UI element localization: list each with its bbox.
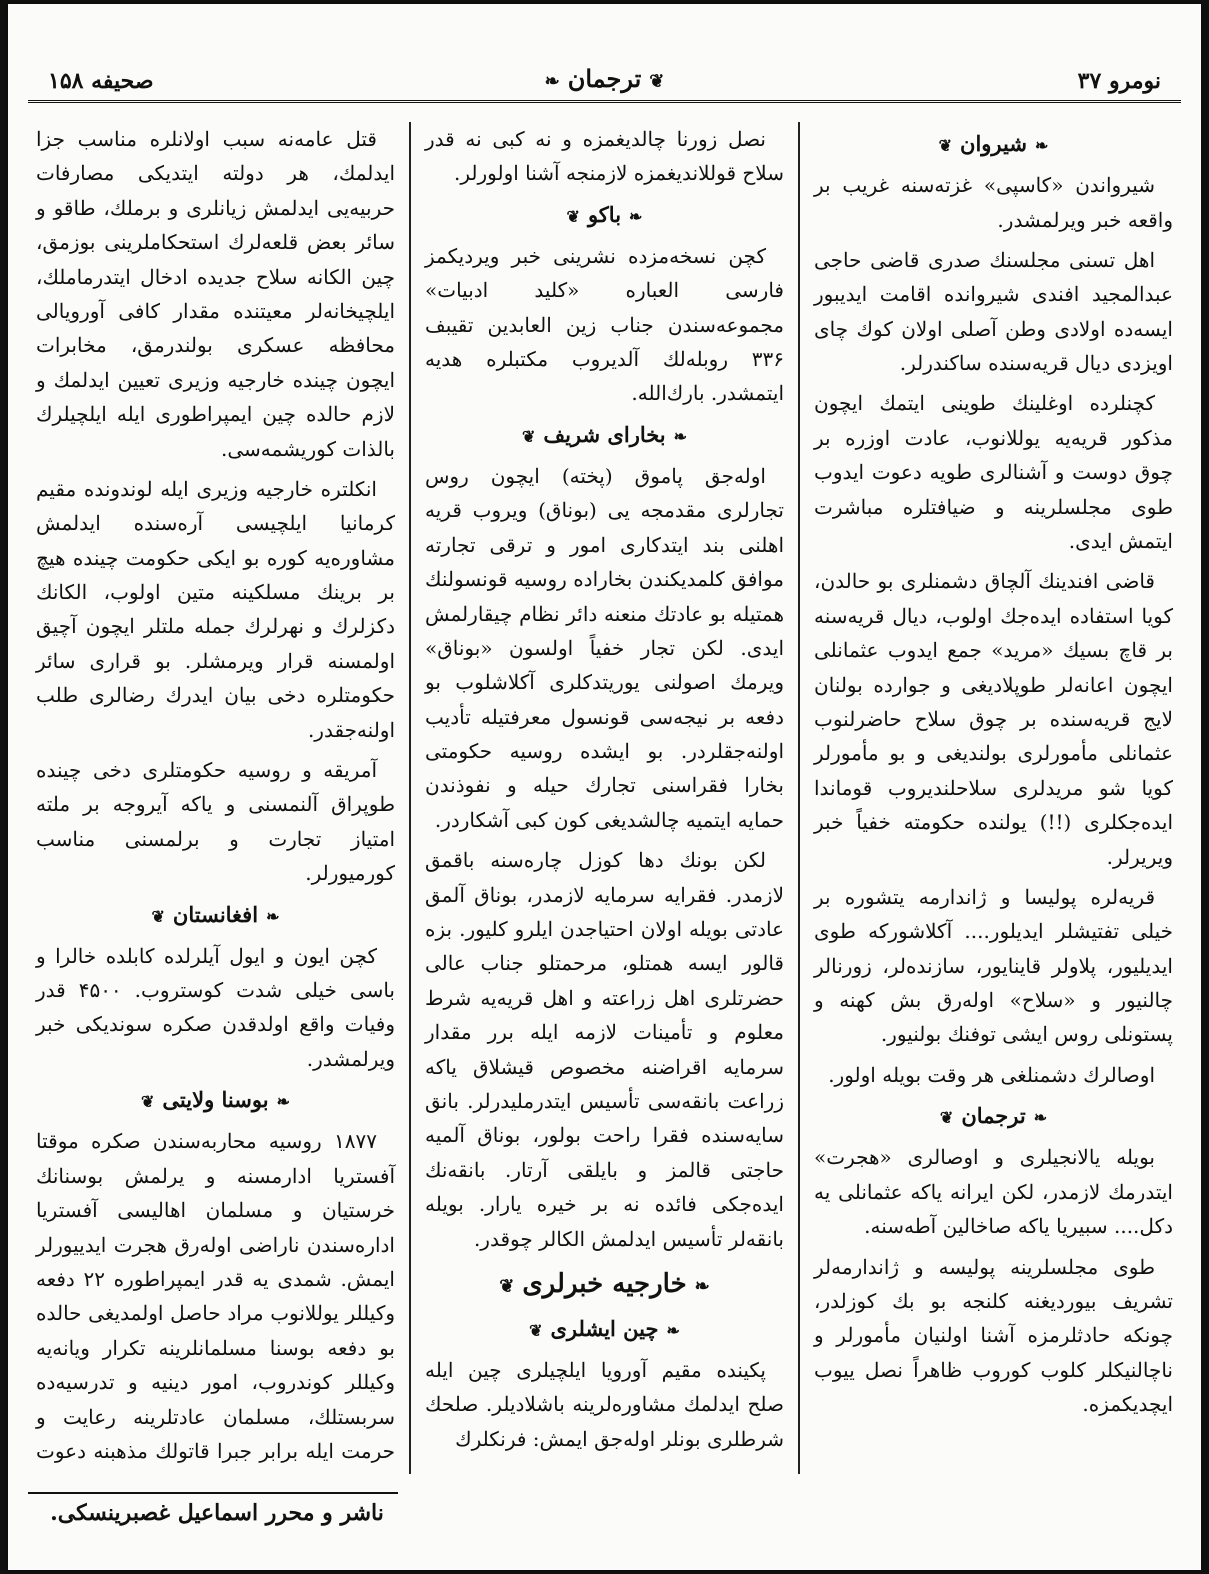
paragraph: طوی مجلسلرینه پولیسه و ژاندارمه‌لر تشریف بیوردیغنه کلنجه بو بك کوزلدر، چونکه حادثلرمزه آشنا اولنیان مأمورلر و ناچالنیکلر کلوب کوروب ظاهراً نصل ییوب ایچدیکمزه.	[814, 1254, 1173, 1417]
paragraph: لکن بونك دها کوزل چاره‌سنه باقمق لازمدر. فقرایه سرمایه لازمدر، بوناق آلمق عادتی بویله اولان احتیاجدن ایلرو کلیور. بزه قالور ایسه همتلو، مرحمتلو جناب عالی حضرتلری اهل زراعته و اهل قریه‌یه شرط معلوم و تأمینات لازمه ایله برر مقدار سرمایه اقراضنه مخصوص قیشلاق یاکه زراعت بانقه‌سی تأسیس ایتدرملیدرلر. بانق سایه‌سنده فقرا راحت بولور، بوناق آلمیه حاجتی قالمز و بایلقی آرتار. بانقه‌نك ایده‌جکی فائده نه بر خیره یارار. بویله بانقه‌لر تأسیس ایدلمش الکالر چوقدر.	[425, 848, 784, 1251]
middle-column	[411, 122, 800, 1474]
section-title-text: افغانستان	[172, 901, 259, 927]
ornament-icon: ❧	[629, 206, 643, 226]
paragraph: آمریقه و روسیه حکومتلری دخی چینده طوپراق آلنمسنی و یاکه آیروجه بر ملته امتیاز تجارت و برلمسنی مناسب کورمیورلر.	[36, 758, 395, 886]
ornament-icon: ❧	[266, 906, 280, 926]
paragraph: بویله یالانجیلری و اوصالری «هجرت» ایتدرمك لازمدر، لکن ایرانه یاکه عثمانلی یه دکل.... سبیریا یاکه صاخالین آطه‌سنه.	[814, 1145, 1173, 1239]
section-title-text: ترجمان	[961, 1103, 1026, 1129]
article-columns	[22, 122, 1187, 1474]
paragraph: اوله‌جق پاموق (پخته) ایچون روس تجارلری مقدمجه یی (بوناق) ویروب قریه اهلنی بند ایتدکاری امور و ترقی تجارته موافق کلمدیکندن بخاراده روسیه قونسولنك همتیله بو عادتك منعنه دائر نظام چیقارلمش ایدی. لکن تجار خفیاً اولسون «بوناق» ویرمك اصولنی یوریتدکلری آکلاشلوب بو دفعه بر نیجه‌سی قونسول معرفتیله تأدیب اولنه‌جقلردر. بو ایشده روسیه حکومتی بخارا فقراسنی تجارك حیله و نفوذندن حمایه ایتمیه چالشدیغی کون کبی آشکاردر.	[425, 463, 784, 832]
ornament-icon: ❦	[141, 1092, 155, 1112]
ornament-icon: ❦	[938, 136, 953, 155]
paragraph: کچنلرده اوغلینك طوینی ایتمك ایچون مذکور قریه‌یه یوللانوب، عادت اوزره بر چوق دوست و آشنالری طویه دعوت ایدوب طوی مجلسلرینه و ضیافتلره مباشرت ایتمش ایدی.	[814, 391, 1173, 554]
paragraph: کچن ایون و ایول آیلرلده کابلده خالرا و باسی خیلی شدت کوستروب. ۴۵۰۰ قدر وفیات واقع اولدقدن صکره سوندیکی خبر ویرلمشدر.	[36, 943, 395, 1071]
paragraph: اهل تسنی مجلسنك صدری قاضی حاجی عبدالمجید افندی شیروانده اقامت ایدیبور ایسه‌ده اولادی وطن آصلی اولان کوك چای اویزدی دیال قریه‌سنده ساکندرلر.	[814, 247, 1173, 376]
left-column	[22, 122, 411, 1474]
paragraph: قتل عامه‌نه سبب اولانلره مناسب جزا ایدلمك، هر دولته ایتدیکی مصارفات حربیه‌یی ایدلمش زیانلری و برملك، طاقو و سائر بعض قلعه‌لرك استحکاملرینی بوزمق، چین الکانه سلاح جدیده ادخال ایتدرماملك، ایلچیخانه‌لر معیتنده مقدار کافی آورویالی محافظه عسکری بولندرمق، مخابرات ایچون چینده خارجیه وزیری تعیین ایدلمك و لازم حالده چین ایمپراطوری ایله ایلچیلرك بالذات کوریشمه‌سی.	[36, 127, 395, 461]
ornament-icon: ❦	[939, 1108, 954, 1128]
paragraph: ۱۸۷۷ روسیه محاربه‌سندن صکره موقتا آفستریا ادارمسنه و یرلمش بوسنانك خرستیان و مسلمان اهالیسی آفستریا اداره‌سندن ناراضی اوله‌رق هجرت ایدییورلر ایمش. شمدی یه قدر ایمپراطوره ۲۲ دفعه وکیللر یوللانوب مراد حاصل اولمدیغی حالده بو دفعه بوسنا مسلمانلرینه تکرار ویانه‌یه وکیللر کوندروب، امور دینیه و تدرسیه‌ده سربستلك، مسلمان عادتلرینه رعایت و حرمت ایله برابر جبرا قاتولك مذهبنه دعوت	[36, 1129, 395, 1463]
section-title-text: شیروان	[960, 131, 1027, 156]
ornament-icon: ❧	[1033, 1108, 1048, 1128]
newspaper-title	[537, 64, 673, 93]
ornament-icon: ❦	[521, 426, 536, 446]
publisher-line: ناشر و محرر اسماعیل غصبرینسکی.	[50, 1500, 384, 1526]
ornament-icon: ❧	[1034, 136, 1049, 155]
newspaper-page	[8, 4, 1201, 1570]
section-title-text: بوسنا ولایتی	[162, 1087, 269, 1113]
section-title-text: بخارای شریف	[543, 421, 666, 447]
ornament-icon: ❦	[649, 71, 665, 92]
ornament-icon: ❦	[499, 1275, 515, 1297]
paragraph: قریه‌لره پولیسا و ژاندارمه یتشوره بر خیلی تفتیشلر ایدیلور.... آکلاشورکه طوی ایدیلیور، پلاولر قاینایور، سازنده‌لر، زورنالر چالنیور و «سلاح» اوله‌رق بش کهنه و پستونلی روس ایشی توفنك بولنیور.	[814, 884, 1173, 1047]
ornament-icon: ❦	[529, 1320, 543, 1340]
paragraph: کچن نسخه‌مزده نشرینی خبر ویردیکمز فارسی العباره «کلید ادبیات» مجموعه‌سندن جناب زین العابدین تقیبف ۳۳۶ روبله‌لك آلدیروب مکتبلره هدیه ایتمشدر. بارك‌الله.	[425, 243, 784, 406]
paragraph: انکلتره خارجیه وزیری ایله لوندونده مقیم کرمانیا ایلچیسی آره‌سنده ایدلمش مشاوره‌یه کوره بو ایکی حکومت چینده هیچ بر برینك مسلکینه متین اولوب، الکانك دکزلرك و نهرلرك جمله ملتلر ایچون آچیق اولمسنه قرار ویرمشلر. بو قراری سائر حکومتلره دخی بیان ایدرك رضالری طلب اولنه‌جقدر.	[36, 476, 395, 742]
paragraph: شیرواندن «کاسپی» غزته‌سنه غریب بر واقعه خبر ویرلمشدر.	[814, 173, 1173, 232]
newspaper-title-text: ترجمان	[567, 64, 642, 93]
section-title-baku	[425, 197, 784, 233]
section-title-tercuman	[814, 1098, 1173, 1134]
ornament-icon: ❧	[544, 71, 560, 92]
section-title-shirvan	[814, 126, 1173, 162]
ornament-icon: ❧	[694, 1275, 710, 1297]
section-title-china	[425, 1311, 784, 1347]
page-number: صحیفه ۱۵۸	[48, 68, 154, 94]
ornament-icon: ❧	[276, 1092, 290, 1112]
issue-number: نومرو ۳۷	[1077, 68, 1161, 94]
paragraph: قاضی افندینك آلچاق دشمنلری بو حالدن، کویا استفاده ایده‌جك اولوب، دیال قریه‌سنه بر قاچ بسیك «مرید» جمع ایدوب عثمانلی ایچون اعانه‌لر طوپلادیغی و جوارده بولنان لایج قریه‌سنده بر چوق سلاح حاضرلنوب عثمانلی مأمورلری بولندیغی و بو مأمورلر کویا شو مریدلری سلاحلندیروب قوماندا ایده‌جکلری (!!) یولنده حکومته خفیاً خبر ویریرلر.	[814, 569, 1173, 869]
section-title-text: خارجیه خبرلری	[522, 1268, 687, 1299]
paragraph: پکینده مقیم آورویا ایلچیلری چین ایله صلح ایدلمك مشاوره‌لرینه باشلادیلر. صلحك شرطلری بونلر اوله‌جق ایمش: فرنکلرك	[425, 1357, 784, 1451]
header-divider	[28, 100, 1181, 103]
paragraph: اوصالرك دشمنلغی هر وقت بویله اولور.	[828, 1062, 1155, 1087]
section-title-bosnia	[36, 1082, 395, 1118]
section-title-foreign-news	[425, 1262, 784, 1307]
section-title-text: چین ایشلری	[550, 1315, 659, 1341]
right-column	[800, 122, 1187, 1474]
ornament-icon: ❦	[151, 906, 165, 926]
ornament-icon: ❧	[666, 1320, 680, 1340]
ornament-icon: ❦	[566, 206, 580, 226]
ornament-icon: ❧	[673, 426, 688, 446]
section-title-afghanistan	[36, 897, 395, 933]
paragraph: نصل زورنا چالدیغمزه و نه کبی نه قدر سلاح قوللاندیغمزه لازمنجه آشنا اولورلر.	[425, 127, 784, 186]
footer-divider	[28, 1492, 398, 1494]
section-title-bukhara	[425, 417, 784, 453]
section-title-text: باکو	[587, 201, 622, 227]
